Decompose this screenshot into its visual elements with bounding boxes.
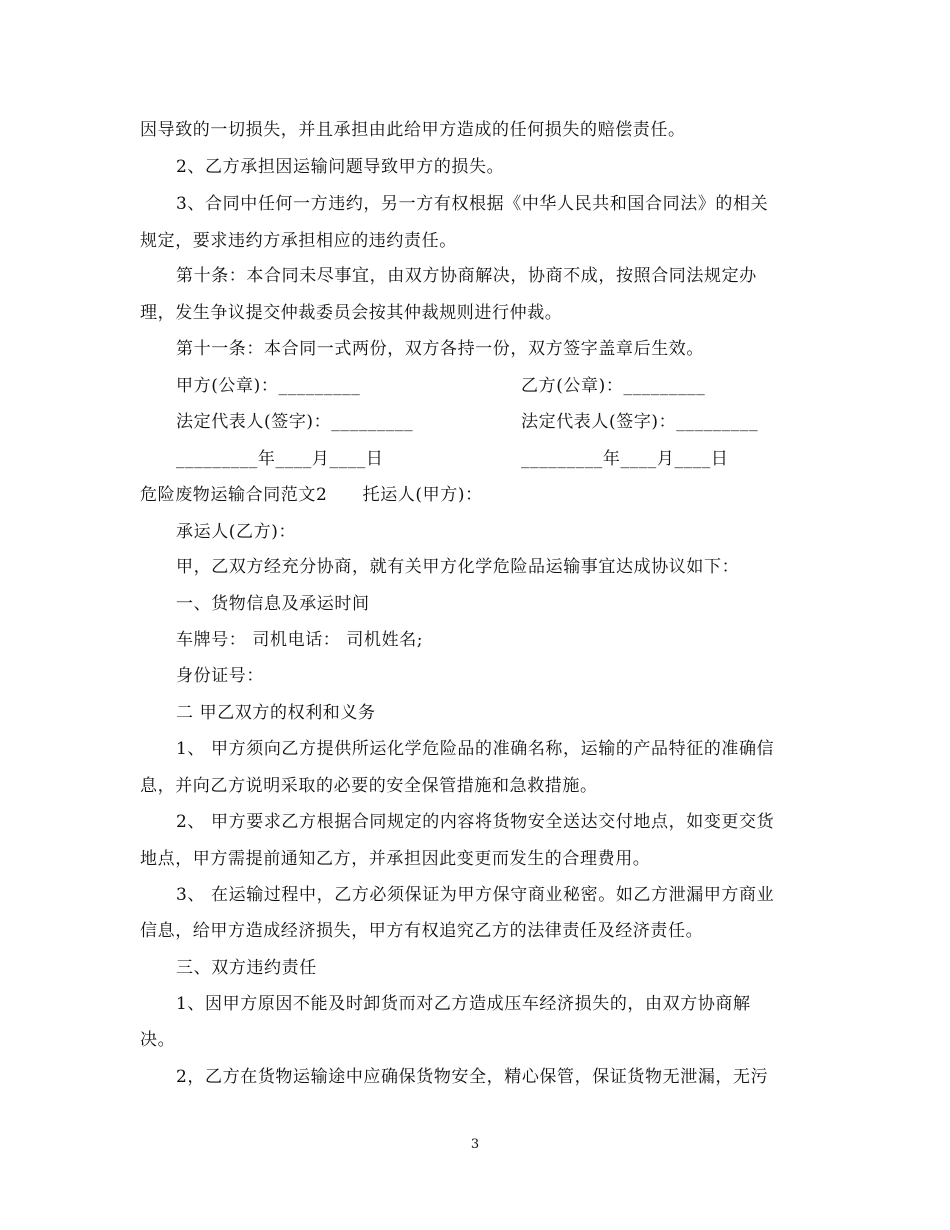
party-b-seal: 乙方(公章)：_________ (521, 376, 706, 396)
party-b-date: _________年____月____日 (521, 449, 729, 469)
paragraph-line: 2、乙方承担因运输问题导致甲方的损失。 (176, 157, 505, 177)
paragraph-line: 甲，乙双方经充分协商，就有关甲方化学危险品运输事宜达成协议如下： (176, 557, 740, 577)
party-a-representative: 法定代表人(签字)：_________ (176, 412, 414, 432)
paragraph-line: 车牌号： 司机电话： 司机姓名; (176, 630, 424, 650)
paragraph-line: 第十一条：本合同一式两份，双方各持一份，双方签字盖章后生效。 (176, 339, 704, 359)
paragraph-line: 1、 甲方须向乙方提供所运化学危险品的准确名称，运输的产品特征的准确信 (176, 739, 775, 759)
paragraph-line: 规定，要求违约方承担相应的违约责任。 (140, 231, 457, 251)
party-a-date: _________年____月____日 (176, 449, 384, 469)
paragraph-line: 因导致的一切损失，并且承担由此给甲方造成的任何损失的赔偿责任。 (140, 120, 686, 140)
section-title: 危险废物运输合同范文2 托运人(甲方)： (140, 485, 483, 505)
paragraph-line: 1、因甲方原因不能及时卸货而对乙方造成压车经济损失的，由双方协商解 (176, 994, 751, 1014)
party-b-representative: 法定代表人(签字)：_________ (521, 412, 759, 432)
paragraph-line: 理，发生争议提交仲裁委员会按其仲裁规则进行仲裁。 (140, 303, 563, 323)
paragraph-line: 3、 在运输过程中，乙方必须保证为甲方保守商业秘密。如乙方泄漏甲方商业 (176, 885, 775, 905)
heading-line: 二 甲乙双方的权利和义务 (176, 703, 376, 723)
paragraph-line: 第十条：本合同未尽事宜，由双方协商解决，协商不成，按照合同法规定办 (176, 266, 757, 286)
paragraph-line: 信息，给甲方造成经济损失，甲方有权追究乙方的法律责任及经济责任。 (140, 921, 704, 941)
paragraph-line: 承运人(乙方)： (176, 522, 297, 542)
paragraph-line: 决。 (140, 1030, 176, 1050)
page-number: 3 (470, 1137, 480, 1152)
paragraph-line: 地点，甲方需提前通知乙方，并承担因此变更而发生的合理费用。 (140, 849, 651, 869)
paragraph-line: 息，并向乙方说明采取的必要的安全保管措施和急救措施。 (140, 776, 598, 796)
paragraph-line: 2、 甲方要求乙方根据合同规定的内容将货物安全送达交付地点，如变更交货 (176, 812, 775, 832)
heading-line: 三、双方违约责任 (176, 958, 317, 978)
party-a-seal: 甲方(公章)：_________ (176, 376, 361, 396)
paragraph-line: 3、合同中任何一方违约，另一方有权根据《中华人民共和国合同法》的相关 (176, 194, 769, 214)
heading-line: 一、货物信息及承运时间 (176, 594, 370, 614)
paragraph-line: 身份证号： (176, 666, 264, 686)
paragraph-line: 2，乙方在货物运输途中应确保货物安全，精心保管，保证货物无泄漏，无污 (176, 1067, 769, 1087)
